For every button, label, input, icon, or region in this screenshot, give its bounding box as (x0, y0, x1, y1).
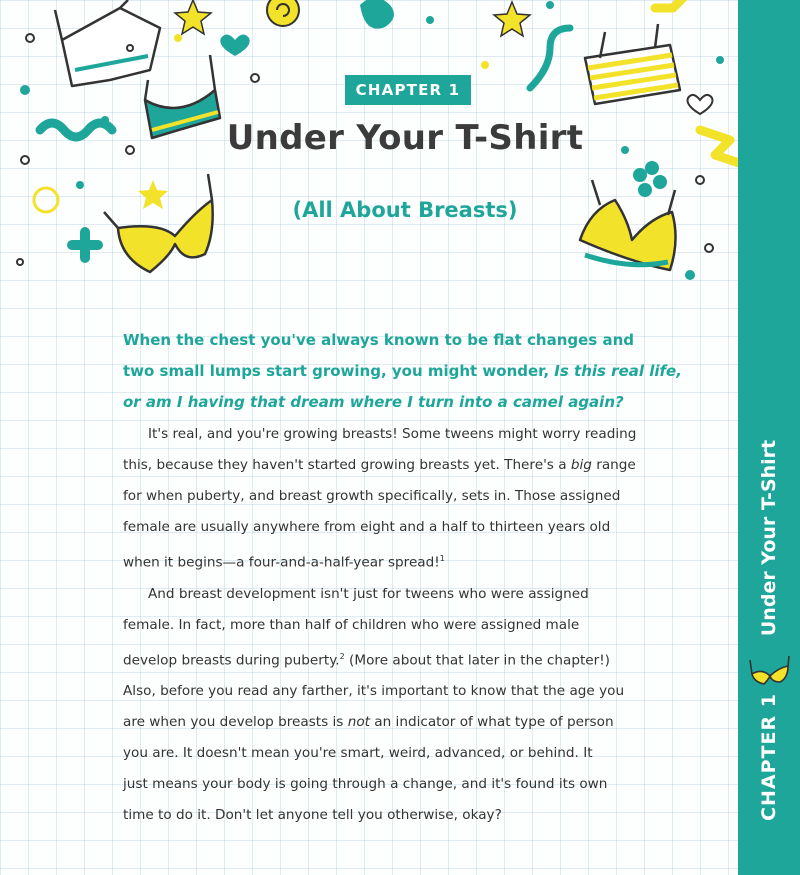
heart-doodle (688, 95, 713, 114)
body-text (123, 419, 723, 831)
plus-doodle (72, 232, 98, 258)
intro-text: two small lumps start growing, you might wonder, (123, 362, 555, 380)
intro-line: or am I having that dream where I turn into a camel again? (123, 393, 624, 411)
teal-flower-doodle (633, 161, 667, 197)
yellow-bra-doodle (104, 174, 213, 272)
intro-paragraph (123, 325, 723, 418)
body-line: Also, before you read any farther, it's important to know that the age you (123, 683, 625, 700)
body-line: just means your body is going through a change, and it's found its own (123, 776, 608, 793)
body-text-span: when it begins—a four-and-a-half-year spread! (123, 554, 440, 571)
yellow-bra-doodle-right (580, 180, 676, 270)
body-line: time to do it. Don't let anyone tell you otherwise, okay? (123, 807, 502, 824)
wave-doodle (530, 28, 570, 88)
heart-doodle (220, 34, 249, 56)
page-subtitle: (All About Breasts) (292, 198, 518, 222)
body-text-span: this, because they haven't started growing breasts yet. There's a (123, 457, 571, 473)
chapter-badge: CHAPTER 1 (345, 75, 471, 105)
emphasis-text: not (347, 714, 370, 731)
blob-doodle (360, 0, 394, 29)
intro-line (123, 356, 723, 387)
star-doodle (175, 0, 211, 34)
body-line: female are usually anywhere from eight and a half to thirteen years old (123, 519, 611, 535)
body-line: female. In fact, more than half of children who were assigned male (123, 616, 580, 633)
body-text-span: (More about that later in the chapter!) (344, 652, 610, 669)
side-tab-chapter: CHAPTER 1 (758, 693, 780, 821)
body-line (123, 450, 723, 481)
body-line: It's real, and you're growing breasts! Some tweens might worry reading (148, 426, 637, 442)
body-line (123, 641, 723, 677)
footnote-marker[interactable]: 2 (339, 651, 345, 661)
body-text-span: range (591, 457, 636, 473)
sports-bra-doodle (55, 0, 160, 86)
body-text-span: are when you develop breasts is (123, 714, 348, 731)
body-line: And breast development isn't just for tweens who were assigned (148, 585, 589, 602)
striped-bra-doodle (585, 24, 680, 104)
intro-line: When the chest you've always known to be flat changes and (123, 331, 634, 349)
intro-italic-text: Is this real life, (554, 362, 682, 380)
footnote-marker[interactable]: 1 (439, 554, 445, 563)
body-line: you are. It doesn't mean you're smart, weird, advanced, or behind. It (123, 745, 593, 762)
emphasis-text: big (570, 457, 592, 473)
body-text-span: develop breasts during puberty. (123, 652, 340, 669)
star-doodle (494, 2, 530, 36)
body-line (123, 707, 723, 738)
bra-icon (748, 652, 792, 688)
side-tab-title: Under Your T-Shirt (758, 439, 780, 637)
page-title: Under Your T-Shirt (226, 118, 584, 158)
body-line (123, 543, 723, 579)
body-line: for when puberty, and breast growth specifically, sets in. Those assigned (123, 488, 621, 504)
body-text-span: an indicator of what type of person (369, 714, 614, 731)
